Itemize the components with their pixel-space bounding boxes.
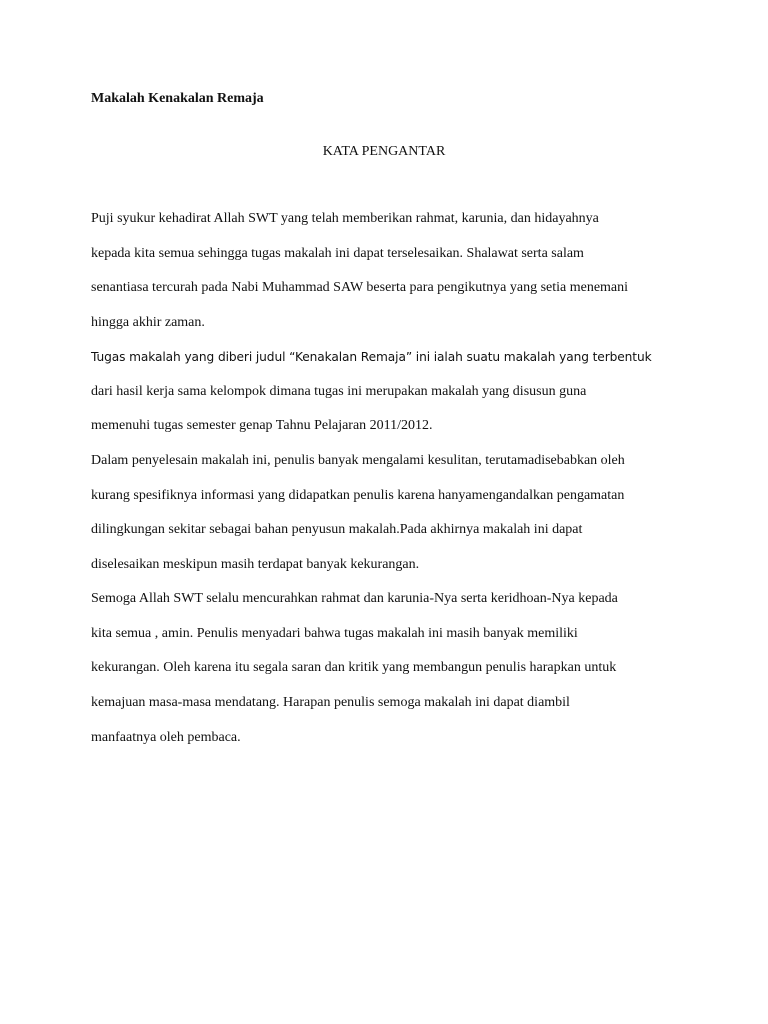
section-heading: KATA PENGANTAR (322, 144, 446, 159)
body-line: Semoga Allah SWT selalu mencurahkan rahmat dan karunia-Nya serta keridhoan-Nya kepada (91, 591, 618, 606)
body-line: kekurangan. Oleh karena itu segala saran dan kritik yang membangun penulis harapkan untuk (91, 660, 617, 675)
body-line: senantiasa tercurah pada Nabi Muhammad SAW beserta para pengikutnya yang setia menemani (91, 280, 629, 295)
body-line: memenuhi tugas semester genap Tahnu Pelajaran 2011/2012. (91, 418, 433, 433)
body-line: Tugas makalah yang diberi judul “Kenakalan Remaja” ini ialah suatu makalah yang terbentuk (91, 350, 652, 364)
body-line: Dalam penyelesain makalah ini, penulis banyak mengalami kesulitan, terutamadisebabkan oleh (91, 453, 625, 468)
body-line: dari hasil kerja sama kelompok dimana tugas ini merupakan makalah yang disusun guna (91, 384, 587, 399)
body-line: diselesaikan meskipun masih terdapat banyak kekurangan. (91, 557, 420, 572)
body-line: kita semua , amin. Penulis menyadari bahwa tugas makalah ini masih banyak memiliki (91, 626, 578, 641)
body-line: dilingkungan sekitar sebagai bahan penyusun makalah.Pada akhirnya makalah ini dapat (91, 522, 583, 537)
body-line: kepada kita semua sehingga tugas makalah ini dapat terselesaikan. Shalawat serta salam (91, 246, 584, 261)
body-line: kurang spesifiknya informasi yang didapatkan penulis karena hanyamengandalkan pengamatan (91, 488, 625, 503)
body-line: Puji syukur kehadirat Allah SWT yang telah memberikan rahmat, karunia, dan hidayahnya (91, 211, 599, 226)
body-line: hingga akhir zaman. (91, 315, 205, 330)
body-line: manfaatnya oleh pembaca. (91, 730, 241, 745)
body-line: kemajuan masa-masa mendatang. Harapan penulis semoga makalah ini dapat diambil (91, 695, 570, 710)
document-title: Makalah Kenakalan Remaja (91, 91, 264, 106)
